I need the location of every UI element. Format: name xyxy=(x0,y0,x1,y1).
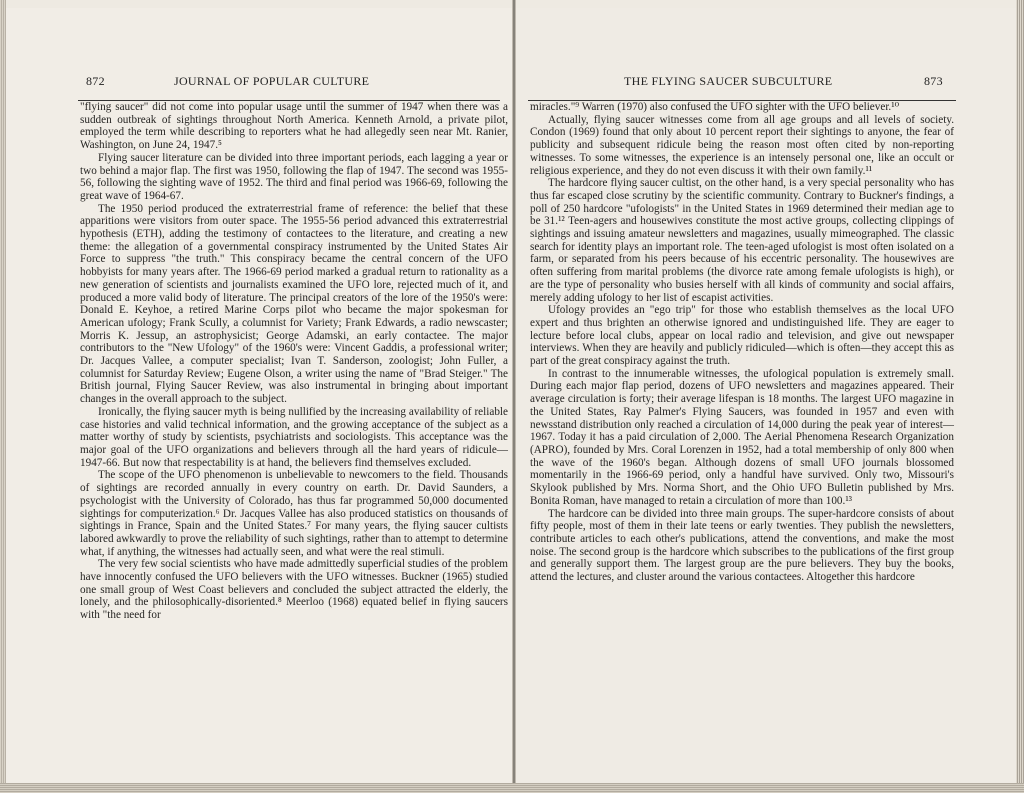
running-head: THE FLYING SAUCER SUBCULTURE xyxy=(624,74,833,88)
body-text xyxy=(80,101,508,622)
right-page xyxy=(516,8,1016,793)
paragraph: The very few social scientists who have made admittedly superficial studies of the problem have innocently confused the UFO believers with the UFO witnesses. Buckner (1965) studied one small group of West Coast believers and concluded the subject attracted the elderly, the lonely, and the philosophically-disoriented.⁸ Meerloo (1968) equated belief in flying saucers with "the need for xyxy=(80,558,508,622)
paragraph: In contrast to the innumerable witnesses, the ufological population is extremely small. During each major flap period, dozens of UFO newsletters and magazines appeared. Their average circulation is forty; their average lifespan is 18 months. The largest UFO magazine in the United States, Ray Palmer's Flying Saucers, was founded in 1957 and even with newsstand distribution only reached a circulation of 14,000 during the peak year of interest—1967. Today it has a paid circulation of 2,000. The Aerial Phenomena Research Organization (APRO), founded by Mrs. Coral Lorenzen in 1952, had a total membership of only 800 when the wave of the 1960's began. Although dozens of small UFO journals blossomed momentarily in the 1966-69 period, only a handful have survived. Only two, Missouri's Skylook published by Mrs. Norma Short, and the Ohio UFO Bulletin published by Mrs. Bonita Roman, have managed to retain a circulation of more than 100.¹³ xyxy=(530,367,954,507)
page-stack-bottom-edge xyxy=(0,783,1024,793)
paragraph: The hardcore can be divided into three main groups. The super-hardcore consists of about fifty people, most of them in their late teens or early twenties. They publish the newsletters, contribute articles to each other's publications, attend the conventions, and make the most noise. The second group is the hardcore which subscribes to the publications of the first group and generally support them. The largest group are the pure believers. They buy the books, attend the lectures, and cluster around the various contactees. Altogether this hardcore xyxy=(530,507,954,584)
page-stack-right-edge xyxy=(1016,0,1024,793)
body-text xyxy=(530,101,954,584)
paragraph: Flying saucer literature can be divided into three important periods, each lagging a year or two behind a major flap. The first was 1950, following the flap of 1947. The second was 1955-56, following the sighting wave of 1952. The third and final period was 1966-69, following the great wave of 1964-67. xyxy=(80,151,508,202)
page-number: 873 xyxy=(924,74,943,88)
paragraph: miracles."⁹ Warren (1970) also confused the UFO sighter with the UFO believer.¹⁰ xyxy=(530,101,900,113)
paragraph: "flying saucer" did not come into popular usage until the summer of 1947 when there was a sudden outbreak of sightings throughout North America. Kenneth Arnold, a private pilot, employed the term while describing to reporters what he had allegedly seen near Mt. Ranier, Washington, on June 24, 1947.⁵ xyxy=(80,101,508,152)
running-head: JOURNAL OF POPULAR CULTURE xyxy=(174,74,370,88)
paragraph: The hardcore flying saucer cultist, on the other hand, is a very special personality who has thus far escaped close scrutiny by the scientific community. Contrary to Buckner's findings, a poll of 250 hardcore "ufologists" in the United States in 1969 determined their median age to be 31.¹² Teen-agers and housewives constitute the most active groups, collecting clippings of sightings and issuing amateur newsletters and magazines, usually mimeographed. The classic search for identity plays an important role. The teen-aged ufologist is most often isolated on a farm, or separated from his peers because of his eccentric personality. The housewives are often suffering from marital problems (the divorce rate among female ufologists is high), or are the type of personality who busies herself with all kinds of community and social affairs, merely adding ufology to her list of escapist activities. xyxy=(530,177,954,304)
paragraph: Ufology provides an "ego trip" for those who establish themselves as the local UFO expert and thus brighten an otherwise ignored and undistinguished life. They are eager to lecture before local clubs, appear on local radio and television, and give out newspaper interviews. When they are heavily and publicly ridiculed—which is often—they accept this as part of the great conspiracy against the truth. xyxy=(530,304,954,368)
paragraph: Ironically, the flying saucer myth is being nullified by the increasing availability of reliable case histories and valid technical information, and the growing acceptance of the subject as a matter worthy of study by scientists, psychiatrists and sociologists. This acceptance was the major goal of the UFO organizations and believers through all the hard years of ridicule—1947-66. But now that respectability is at hand, the believers find themselves excluded. xyxy=(80,405,508,469)
paragraph: The 1950 period produced the extraterrestrial frame of reference: the belief that these apparitions were visitors from outer space. The 1955-56 period advanced this extraterrestrial hypothesis (ETH), adding the testimony of contactees to the literature, and creating a new theme: the allegation of a governmental conspiracy instrumented by the United States Air Force to suppress "the truth." This conspiracy became the central concern of the UFO hobbyists for many years after. The 1966-69 period marked a gradual return to rationality as a new generation of scientists and journalists examined the UFO lore, rejected much of it, and produced a more valid body of literature. The principal creators of the lore of the 1950's were: Donald E. Keyhoe, a retired Marine Corps pilot who became the major spokesman for American ufology; Frank Scully, a columnist for Variety; Frank Edwards, a radio newscaster; Morris K. Jessup, an astrophysicist; George Adamski, an early contactee. The major contributors to the "New Ufology" of the 1960's were: Vincent Gaddis, a professional writer; Dr. Jacques Vallee, a computer specialist; Ivan T. Sanderson, zoologist; John Fuller, a columnist for Saturday Review; Eugene Olson, a writer using the name of "Brad Steiger." The British journal, Flying Saucer Review, was also instrumental in bringing about important changes in the overall approach to the subject. xyxy=(80,202,508,406)
paragraph: Actually, flying saucer witnesses come from all age groups and all levels of society. Condon (1969) found that only about 10 percent report their sightings to anyone, the fear of publicity and subsequent ridicule being the reason most often cited by non-reporting witnesses. To some witnesses, the experience is an intensely personal one, like an occult or religious experience, and they do not even discuss it with their own family.¹¹ xyxy=(530,113,954,177)
paragraph: The scope of the UFO phenomenon is unbelievable to newcomers to the field. Thousands of sightings are recorded annually in every country on earth. Dr. David Saunders, a psychologist with the University of Colorado, has thus far programmed 50,000 documented sightings for computerization.⁶ Dr. Jacques Vallee has also produced statistics on thousands of sightings in France, Spain and the United States.⁷ For many years, the flying saucer cultists labored awkwardly to prove the reliability of such sightings, rather than to attempt to determine what, if anything, the witnesses had actually seen, and what were the real stimuli. xyxy=(80,469,508,558)
left-page xyxy=(6,8,512,793)
page-number: 872 xyxy=(86,74,105,88)
